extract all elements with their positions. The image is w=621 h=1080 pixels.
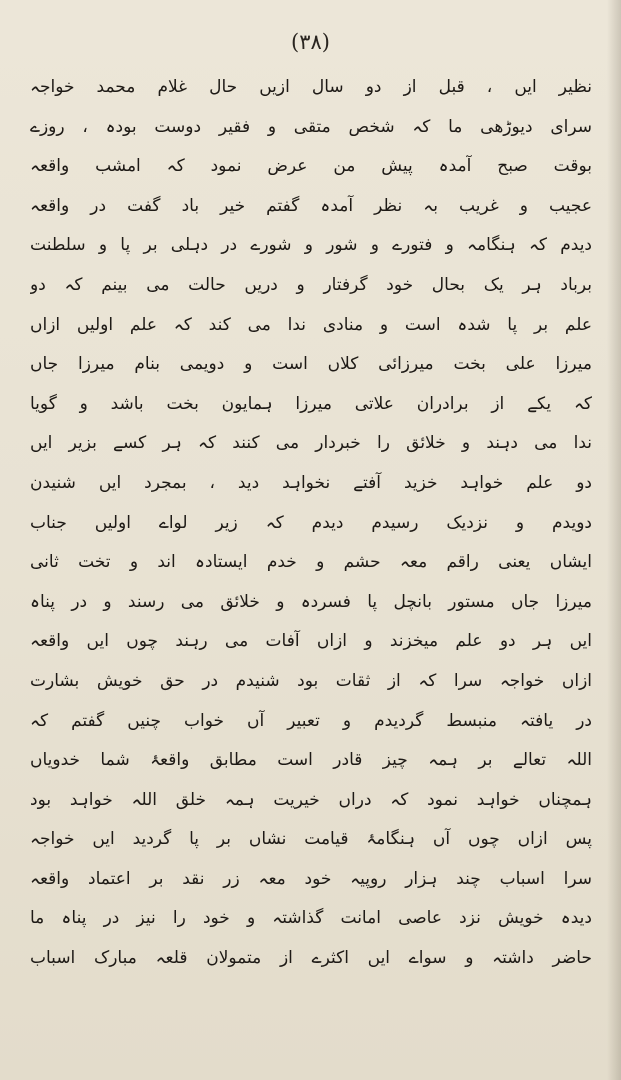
text-line: ایشاں یعنی راقم معہ حشم و خدم ایستادہ اند و تخت ثانی — [30, 552, 592, 573]
text-line: ندا می دہند و خلائق را خبردار می کنند کہ ہر کسے بزیر ایں — [30, 433, 592, 454]
text-line: حاضر داشتہ و سواے ایں اکثرے از متمولان قلعہ مبارک اسباب — [30, 948, 592, 969]
text-line: ہمچناں خواہد نمود کہ دراں خیریت ہمہ خلق اللہ خواہد بود — [30, 789, 592, 810]
text-line: سرا اسباب چند ہزار روپیہ خود معہ زر نقد بر اعتماد واقعہ — [30, 868, 592, 889]
body-text — [30, 68, 592, 979]
text-line: میرزا جاں مستور بانچل پا فسردہ و خلائق می رسند و در پناہ — [30, 591, 592, 612]
text-line: برباد ہر یک بحال خود گرفتار و دریں حالت می بینم کہ دو — [30, 274, 592, 295]
text-line: پس ازاں چوں آں ہنگامۂ قیامت نشاں بر پا گردید ایں خواجہ — [30, 829, 592, 850]
page-number: (٣٨) — [291, 30, 330, 54]
text-line: ازاں خواجہ سرا کہ از ثقات بود شنیدم در حق خویش بشارت — [30, 670, 592, 691]
text-line: دیدہ خویش نزد عاصی امانت گذاشتہ و خود را نیز در پناہ ما — [30, 908, 592, 929]
page-edge-shadow — [607, 0, 621, 1080]
text-line: دو علم خواہد خزید آفتے نخواہد دید ، بمجرد ایں شنیدن — [30, 472, 592, 493]
text-line: کہ یکے از برادران علاتی میرزا ہمایون بخت باشد و گویا — [30, 393, 592, 414]
text-line: میرزا علی بخت میرزائی کلاں است و دویمی بنام میرزا جاں — [30, 354, 592, 375]
text-line: ایں ہر دو علم میخزند و ازاں آفات می رہند چوں ایں واقعہ — [30, 631, 592, 652]
text-line: نظیر ایں ، قبل از دو سال ازیں حال غلام محمد خواجہ — [30, 77, 592, 97]
text-line: دویدم و نزدیک رسیدم دیدم کہ زیر لواے اولیں جناب — [30, 512, 592, 533]
text-line: در یافتہ منبسط گردیدم و تعبیر آں خواب چنیں گفتم کہ — [30, 710, 592, 731]
text-line: عجیب و غریب بہ نظر آمدہ گفتم خیر باد گفت در واقعہ — [30, 195, 592, 216]
text-line: سرای دیوڑھی ما کہ شخص متقی و فقیر دوست بودہ ، روزے — [30, 116, 592, 137]
text-line: اللہ تعالے بر ہمہ چیز قادر است مطابق واقعۂ شما خدویاں — [30, 750, 592, 771]
text-line: علم بر پا شدہ است و منادی ندا می کند کہ علم اولیں ازاں — [30, 314, 592, 335]
text-line: بوقت صبح آمدہ پیش من عرض نمود کہ امشب واقعہ — [30, 156, 592, 177]
text-line: دیدم کہ ہنگامہ و فتورے و شور و شورے در دہلی بر پا و سلطنت — [30, 235, 592, 256]
